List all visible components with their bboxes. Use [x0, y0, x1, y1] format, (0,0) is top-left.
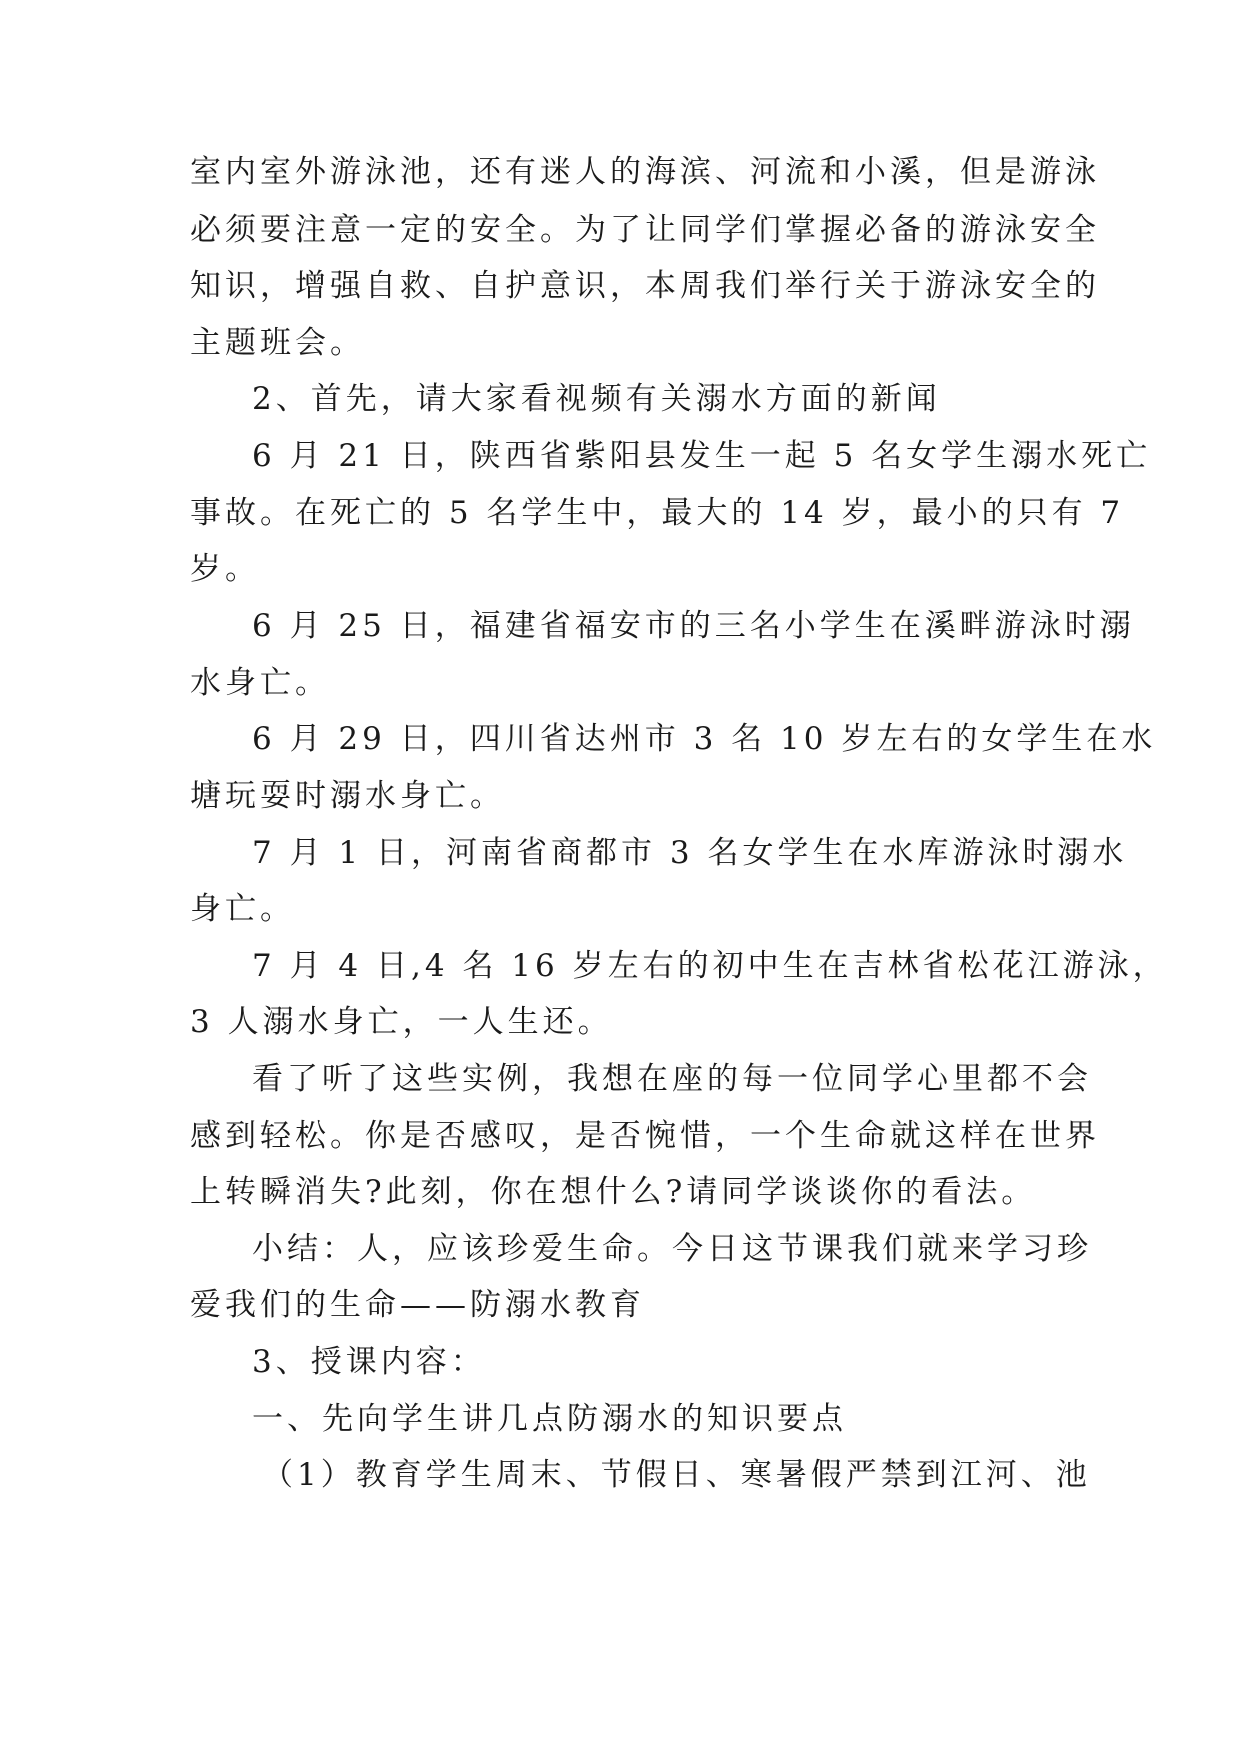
text-line: 水身亡。: [190, 665, 330, 701]
list-item: （1）教育学生周末、节假日、寒暑假严禁到江河、池: [262, 1457, 1091, 1493]
section-heading: 2、首先，请大家看视频有关溺水方面的新闻: [252, 381, 941, 417]
section-heading: 3、授课内容：: [252, 1344, 486, 1380]
text-line: 感到轻松。你是否感叹，是否惋惜，一个生命就这样在世界: [190, 1118, 1100, 1154]
text-line: 身亡。: [190, 891, 295, 927]
text-line: 事故。在死亡的 5 名学生中，最大的 14 岁，最小的只有 7: [190, 495, 1125, 531]
text-line: 看了听了这些实例，我想在座的每一位同学心里都不会: [252, 1061, 1092, 1097]
subsection-heading: 一、先向学生讲几点防溺水的知识要点: [252, 1401, 847, 1437]
summary-line: 爱我们的生命——防溺水教育: [190, 1287, 645, 1323]
summary-line: 小结：人，应该珍爱生命。今日这节课我们就来学习珍: [252, 1231, 1092, 1267]
text-line: 6 月 21 日，陕西省紫阳县发生一起 5 名女学生溺水死亡: [252, 438, 1152, 474]
text-line: 6 月 29 日，四川省达州市 3 名 10 岁左右的女学生在水: [252, 721, 1157, 757]
text-line: 主题班会。: [190, 325, 365, 361]
text-line: 知识，增强自救、自护意识，本周我们举行关于游泳安全的: [190, 268, 1100, 304]
text-line: 必须要注意一定的安全。为了让同学们掌握必备的游泳安全: [190, 212, 1100, 248]
text-line: 室内室外游泳池，还有迷人的海滨、河流和小溪，但是游泳: [190, 154, 1100, 190]
text-line: 6 月 25 日，福建省福安市的三名小学生在溪畔游泳时溺: [252, 608, 1135, 644]
text-line: 7 月 4 日,4 名 16 岁左右的初中生在吉林省松花江游泳，: [252, 948, 1168, 984]
text-line: 上转瞬消失?此刻，你在想什么?请同学谈谈你的看法。: [190, 1174, 1037, 1210]
text-line: 岁。: [190, 551, 260, 587]
text-line: 3 人溺水身亡，一人生还。: [190, 1004, 613, 1040]
text-line: 塘玩耍时溺水身亡。: [190, 778, 505, 814]
text-line: 7 月 1 日，河南省商都市 3 名女学生在水库游泳时溺水: [252, 835, 1128, 871]
